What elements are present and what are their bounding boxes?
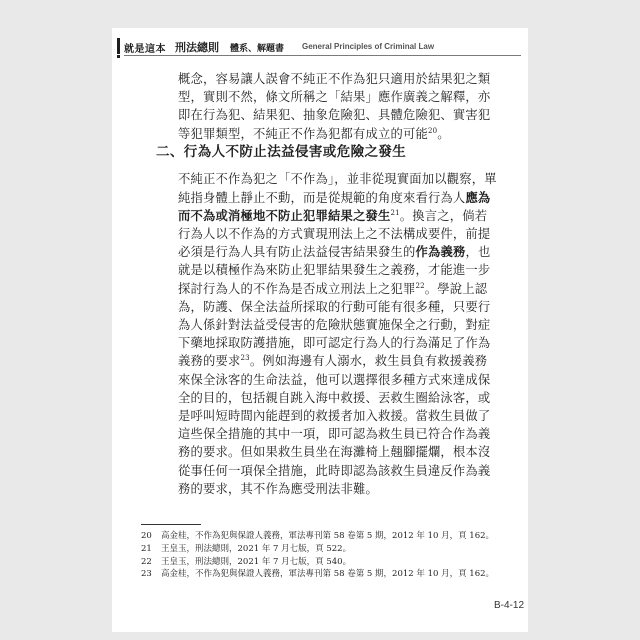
para2-c: ，也就是以積極作為來防止犯罪結果發生之義務，才能進一步探討行為人的不作為是否成立刑法上之犯罪 [178, 245, 491, 296]
header-title: 刑法總則 [175, 41, 219, 54]
footnote-number: 21 [141, 543, 152, 554]
footnote-ref-22[interactable]: 22 [415, 281, 425, 290]
para1-text: 概念，容易讓人誤會不純正不作為犯只適用於結果犯之類型，實則不然，條文所稱之「結果」應作廣義之解釋，亦即在行為犯、結果犯、抽象危險犯、具體危險犯、實害犯等犯罪類型，不純正不作為犯都有成立的可能 [178, 72, 491, 141]
header-rule [124, 55, 521, 56]
footnote-rule [141, 524, 201, 525]
footnote-ref-20[interactable]: 20 [427, 126, 438, 135]
page-number: B-4-12 [494, 600, 525, 611]
exclamation-dot [117, 55, 120, 58]
footnote-text: 王皇玉，刑法總則，2021 年 7 月七版，頁 540。 [161, 556, 352, 567]
footnote-ref-21[interactable]: 21 [390, 208, 400, 217]
header-english: General Principles of Criminal Law [302, 42, 435, 51]
paragraph-2 [178, 158, 498, 510]
exclamation-icon [117, 38, 120, 54]
para2-bold-1: 應為而不為或消極地不防止犯罪結果之發生 [178, 189, 491, 223]
footnote-text: 高金桂，不作為犯與保證人義務，軍法專刊第 58 卷第 5 期，2012 年 10 月，頁 162。 [161, 569, 495, 580]
footnote-ref-23[interactable]: 23 [240, 354, 250, 363]
para1-end: 。 [437, 126, 450, 141]
para2-d: 。學說上認為，防護、保全法益所採取的行動可能有很多種，只要行為人係針對法益受侵害的危險狀態實施保全之行動，對症下藥地採取防護措施，即可認定行為人的行為滿足了作為義務的要求 [178, 281, 491, 369]
footnote-number: 20 [141, 531, 152, 541]
footnote-22 [141, 556, 494, 569]
section-heading: 二、行為人不防止法益侵害或危險之發生 [156, 144, 407, 160]
para2-e: 。例如海邊有人溺水，救生員負有救援義務來保全泳客的生命法益，他可以選擇很多種方式來達成保全的目的，包括親自跳入海中救援、丟救生圈給泳客，或是呼叫短時間內能趕到的救援者加入救援。當救生員做了這些保全措施的其中一項，即可認為救生員已符合作為義務的要求。但如果救生員坐在海灘椅上翹腳擺爛，根本沒從事任何一項保全措施，此時即認為該救生員違反作為義務的要求，其不作為應受刑法非難。 [178, 354, 491, 496]
para2-bold-2: 作為義務 [415, 244, 466, 260]
footnote-23 [141, 568, 494, 581]
footnotes [141, 530, 494, 581]
header-series: 就是這本 [124, 44, 166, 55]
header-subtitle: 體系、解題書 [230, 44, 285, 54]
footnote-text: 王皇玉，刑法總則，2021 年 7 月七版，頁 522。 [161, 543, 352, 554]
running-header [117, 36, 523, 58]
footnote-text: 高金桂，不作為犯與保證人義務，軍法專刊第 58 卷第 5 期，2012 年 10 月，頁 162。 [161, 531, 495, 541]
paragraph-1 [178, 70, 498, 143]
footnote-21 [141, 543, 494, 556]
footnote-number: 22 [141, 556, 152, 567]
para2-a: 不純正不作為犯之「不作為」，並非從現實面加以觀察，單純指身體上靜止不動，而是從規範的角度來看行為人 [178, 172, 497, 205]
footnote-number: 23 [141, 569, 152, 580]
para2-b: 。換言之，倘若行為人以不作為的方式實現刑法上之不法構成要件，前提必須是行為人具有防止法益侵害結果發生的 [178, 208, 491, 260]
footnote-20 [141, 530, 494, 543]
